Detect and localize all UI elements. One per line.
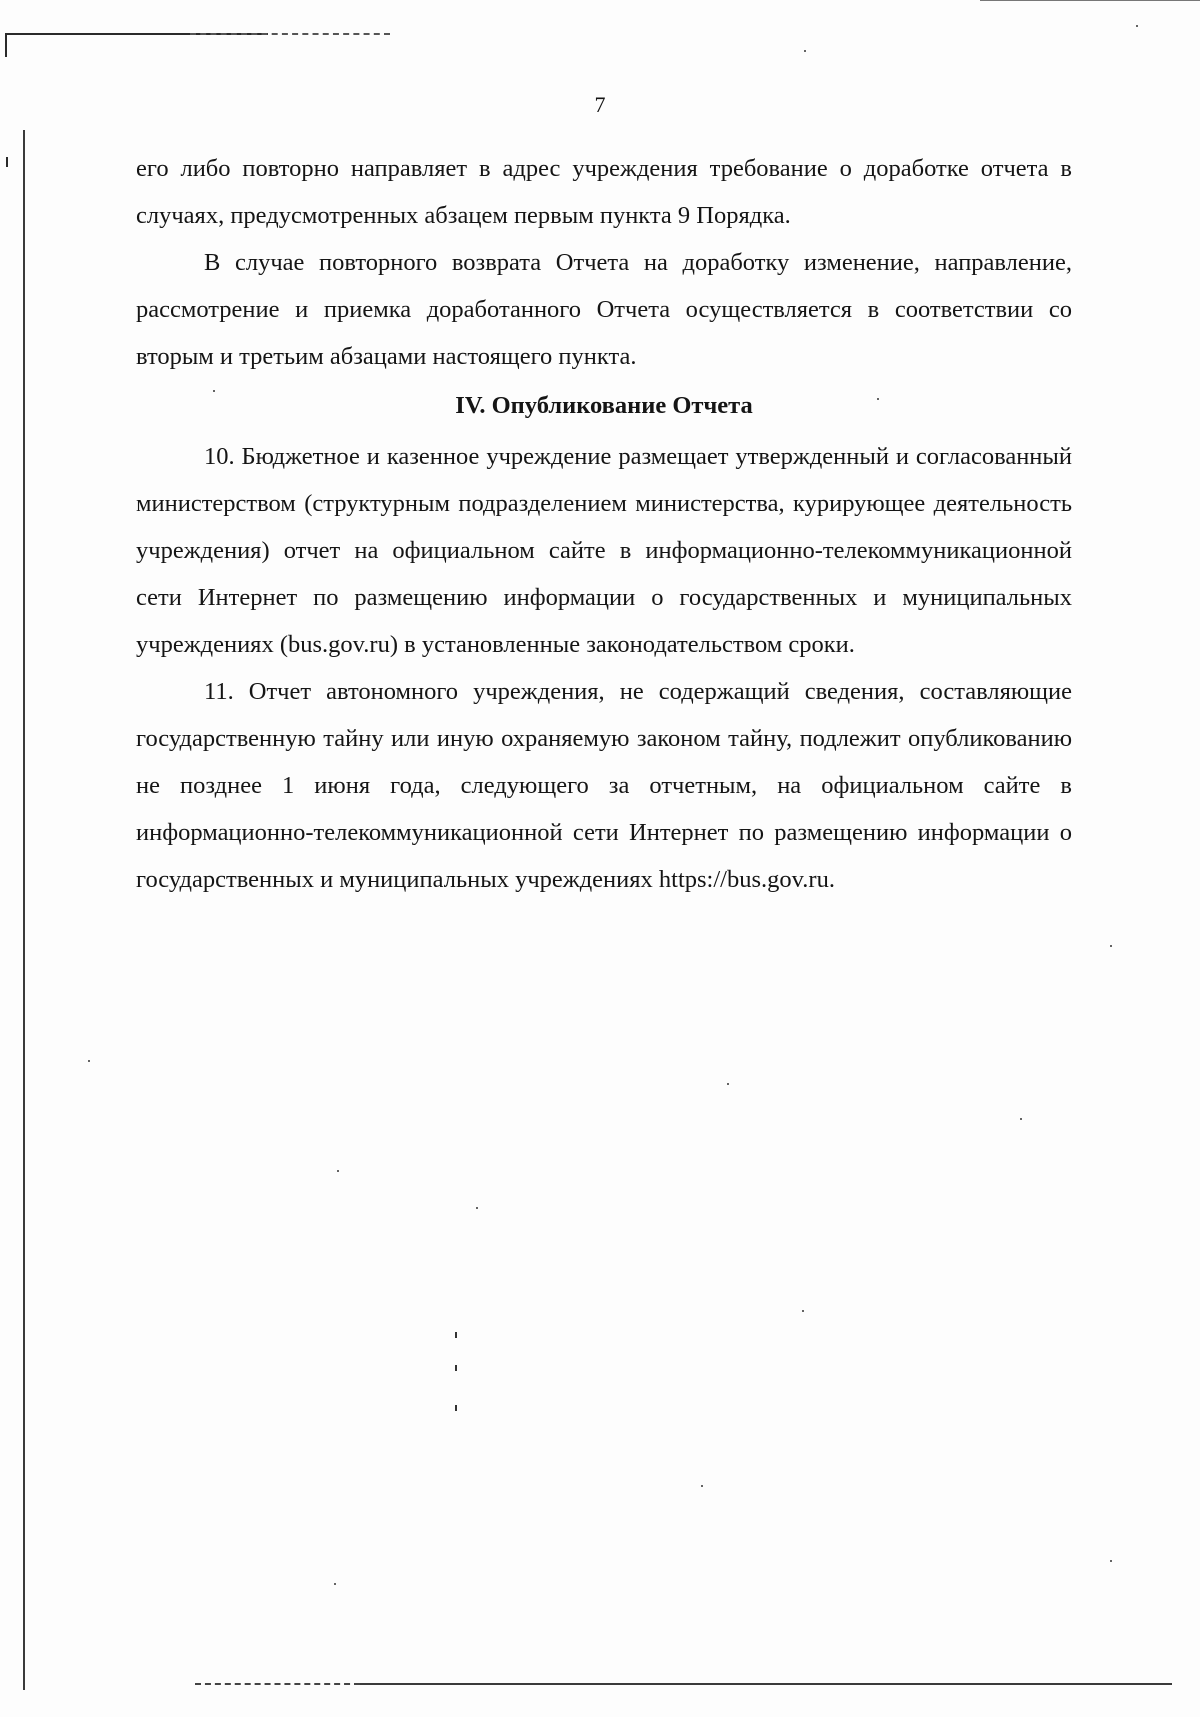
- scan-speck: [455, 1332, 457, 1338]
- page-number: 7: [594, 92, 606, 117]
- paragraph-item-10: 10. Бюджетное и казенное учреждение размещает утвержденный и согласованный министерством (структурным подразделением министерства, курирующее деятельность учреждения) отчет на официальном сайте в информационно-телекоммуникационной сети Интернет по размещению информации о государственных и муниципальных учреждениях (bus.gov.ru) в установленные законодательством сроки.: [136, 443, 1072, 658]
- scan-speck: [1020, 1118, 1022, 1120]
- scan-border-bottom: [360, 1683, 1172, 1685]
- scan-speck: [476, 1207, 478, 1209]
- scan-speck: [804, 50, 806, 52]
- scan-border-top-dashed: [190, 33, 390, 35]
- scan-mark-left: [6, 157, 8, 167]
- scan-speck: [802, 1310, 804, 1312]
- scan-speck: [455, 1365, 457, 1371]
- paragraph-repeat-return: В случае повторного возврата Отчета на доработку изменение, направление, рассмотрение и приемка доработанного Отчета осуществляется в соответствии со вторым и третьим абзацами настоящего пункта.: [136, 249, 1072, 370]
- scan-speck: [334, 1583, 336, 1585]
- scan-speck: [727, 1083, 729, 1085]
- scan-speck: [88, 1060, 90, 1062]
- document-body: [136, 145, 1072, 903]
- scan-border-left: [23, 130, 25, 1690]
- scan-border-left-short: [5, 33, 7, 57]
- scan-speck: [701, 1485, 703, 1487]
- scan-border-bottom-dashed: [195, 1683, 360, 1685]
- scan-speck: [455, 1405, 457, 1411]
- scan-speck: [1110, 945, 1112, 947]
- scan-speck: [1136, 25, 1138, 27]
- paragraph-continuation: его либо повторно направляет в адрес учреждения требование о доработке отчета в случаях, предусмотренных абзацем первым пункта 9 Порядка.: [136, 155, 1072, 229]
- paragraph-item-11: 11. Отчет автономного учреждения, не содержащий сведения, составляющие государственную тайну или иную охраняемую законом тайну, подлежит опубликованию не позднее 1 июня года, следующего за отчетным, на официальном сайте в информационно-телекоммуникационной сети Интернет по размещению информации о государственных и муниципальных учреждениях https://bus.gov.ru.: [136, 678, 1072, 893]
- section-heading: IV. Опубликование Отчета: [455, 392, 753, 419]
- scan-speck: [1110, 1560, 1112, 1562]
- scan-border-top-right: [980, 0, 1200, 1]
- scan-speck: [337, 1170, 339, 1172]
